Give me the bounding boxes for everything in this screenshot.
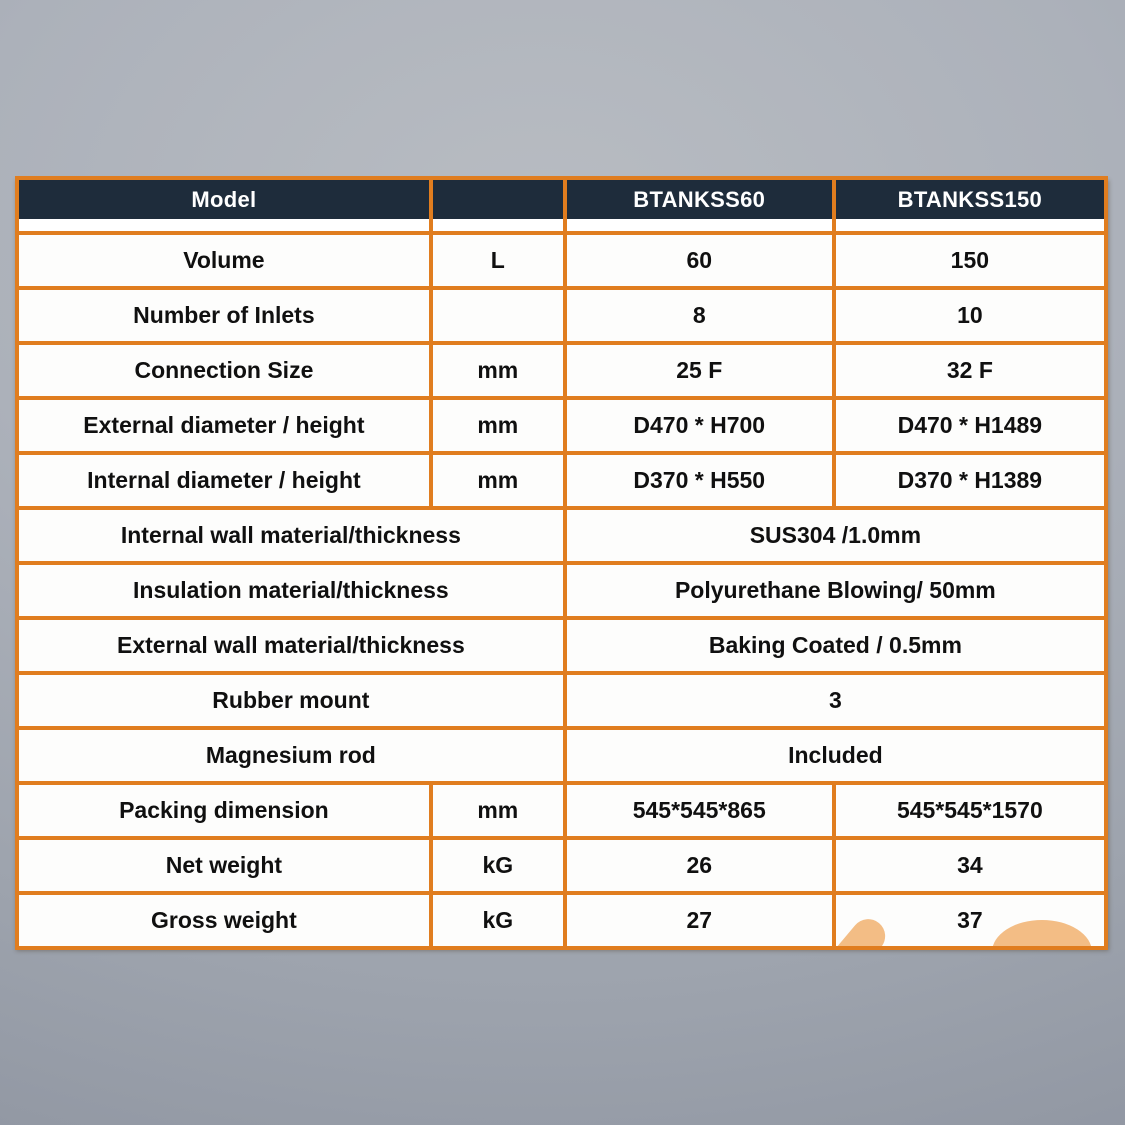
cell-value-span: Included [565,728,1106,783]
row-internal-wall-material [17,508,1106,563]
row-net-weight-label: Net weight [17,838,431,893]
cell-value [834,893,1106,948]
row-number-of-inlets-label: Number of Inlets [17,288,431,343]
cell-value: 25 F [565,343,834,398]
row-internal-diameter-height-unit: mm [431,453,565,508]
row-connection-size-unit: mm [431,343,565,398]
row-net-weight [17,838,1106,893]
row-volume-unit: L [431,233,565,288]
spec-table-card [15,176,1108,947]
row-internal-diameter-height [17,453,1106,508]
cell-value-span: 3 [565,673,1106,728]
row-magnesium-rod-label: Magnesium rod [17,728,565,783]
row-insulation-material-label: Insulation material/thickness [17,563,565,618]
gross-weight-value: 37 [957,907,983,934]
illustration-dome-shape [992,920,1092,948]
cell-value: 10 [834,288,1106,343]
row-gross-weight [17,893,1106,948]
cell-value: D470 * H700 [565,398,834,453]
row-number-of-inlets-unit [431,288,565,343]
header-model-btankss60: BTANKSS60 [565,178,834,233]
cell-value: 27 [565,893,834,948]
cell-value: 545*545*865 [565,783,834,838]
table-header-row [17,178,1106,233]
row-insulation-material [17,563,1106,618]
row-packing-dimension [17,783,1106,838]
row-rubber-mount [17,673,1106,728]
row-external-wall-material [17,618,1106,673]
row-internal-diameter-height-label: Internal diameter / height [17,453,431,508]
cell-value: 8 [565,288,834,343]
row-internal-wall-material-label: Internal wall material/thickness [17,508,565,563]
row-external-diameter-height [17,398,1106,453]
cell-value: D370 * H550 [565,453,834,508]
row-volume-label: Volume [17,233,431,288]
cell-value: D470 * H1489 [834,398,1106,453]
row-packing-dimension-unit: mm [431,783,565,838]
cell-value: 32 F [834,343,1106,398]
cell-value: 60 [565,233,834,288]
row-connection-size [17,343,1106,398]
row-packing-dimension-label: Packing dimension [17,783,431,838]
row-connection-size-label: Connection Size [17,343,431,398]
row-magnesium-rod [17,728,1106,783]
row-number-of-inlets [17,288,1106,343]
cell-value: 545*545*1570 [834,783,1106,838]
row-volume [17,233,1106,288]
row-external-wall-material-label: External wall material/thickness [17,618,565,673]
illustration-finger-shape [834,912,892,948]
row-net-weight-unit: kG [431,838,565,893]
cell-value: 150 [834,233,1106,288]
spec-table [15,176,1108,950]
row-gross-weight-label: Gross weight [17,893,431,948]
header-model: Model [17,178,431,233]
cell-value: 26 [565,838,834,893]
cell-value: 34 [834,838,1106,893]
row-gross-weight-unit: kG [431,893,565,948]
cell-value: D370 * H1389 [834,453,1106,508]
header-unit [431,178,565,233]
cell-value-span: SUS304 /1.0mm [565,508,1106,563]
row-rubber-mount-label: Rubber mount [17,673,565,728]
cell-value-span: Baking Coated / 0.5mm [565,618,1106,673]
cell-value-span: Polyurethane Blowing/ 50mm [565,563,1106,618]
row-external-diameter-height-label: External diameter / height [17,398,431,453]
header-model-btankss150: BTANKSS150 [834,178,1106,233]
row-external-diameter-height-unit: mm [431,398,565,453]
